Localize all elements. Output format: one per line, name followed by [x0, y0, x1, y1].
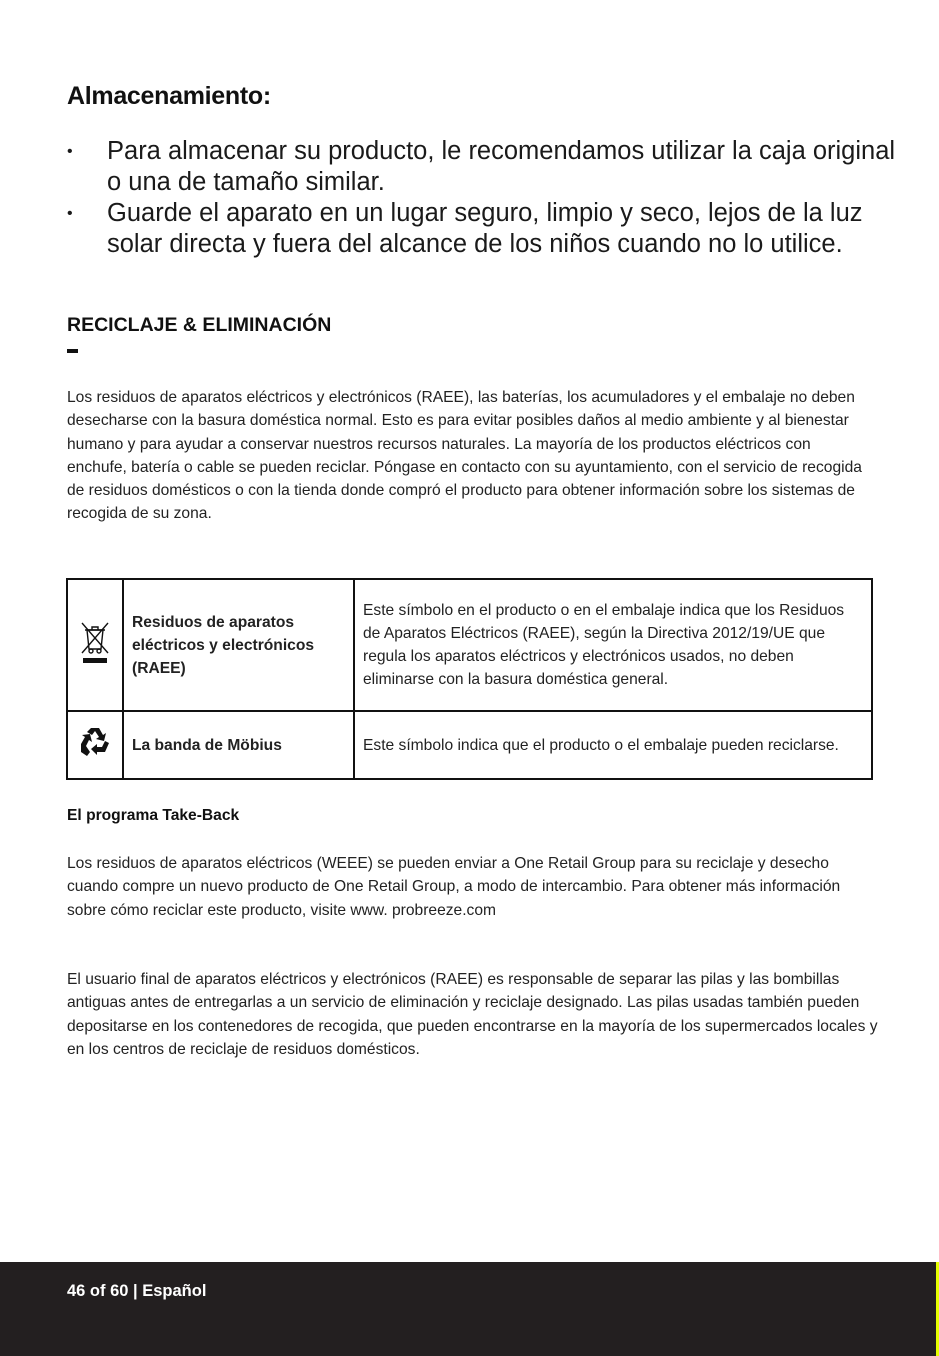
recycling-intro-paragraph: Los residuos de aparatos eléctricos y electrónicos (RAEE), las baterías, los acumuladores y el embalaje no deben desecharse con la basura doméstica normal. Esto es para evitar posibles daños al medio ambiente y al bienestar humano y para ayudar a conservar nuestros recursos naturales. La mayoría de los productos eléctricos con enchufe, batería o cable se pueden reciclar. Póngase en contacto con su ayuntamiento, con el servicio de recogida de residuos domésticos o con la tienda donde compró el producto para obtener información sobre los sistemas de recogida de su zona.: [67, 389, 862, 523]
weee-description: Este símbolo en el producto o en el embalaje indica que los Residuos de Aparatos Eléctricos (RAEE), según la Directiva 2012/19/UE que regula los aparatos eléctricos y electrónicos usados, no deben eliminarse con la basura doméstica general.: [354, 579, 872, 711]
mobius-name: La banda de Möbius: [123, 711, 354, 779]
takeback-heading: El programa Take-Back: [67, 807, 240, 824]
bullet-dot-icon: •: [67, 143, 73, 160]
page-footer: [0, 1262, 939, 1356]
takeback-paragraph: Los residuos de aparatos eléctricos (WEEE) se pueden enviar a One Retail Group para su reciclaje y desecho cuando compre un nuevo producto de One Retail Group, a modo de intercambio. Para obtener más información sobre cómo reciclar este producto, visite www. probreeze.com: [67, 855, 841, 919]
crossed-out-wheelie-bin-icon: [78, 617, 112, 667]
mobius-description: Este símbolo indica que el producto o el embalaje pueden reciclarse.: [354, 711, 872, 779]
recycling-heading: RECICLAJE & ELIMINACIÓN: [67, 314, 332, 336]
storage-bullet-text: Guarde el aparato en un lugar seguro, limpio y seco, lejos de la luz solar directa y fuera del alcance de los niños cuando no lo utilice.: [107, 199, 863, 258]
storage-bullet-list: [67, 136, 897, 260]
mobius-loop-recycle-icon: [77, 726, 113, 758]
weee-name: Residuos de aparatos eléctricos y electrónicos (RAEE): [123, 579, 354, 711]
mobius-icon-cell: [67, 711, 123, 779]
storage-heading: Almacenamiento:: [67, 82, 271, 110]
storage-bullet-text: Para almacenar su producto, le recomendamos utilizar la caja original o una de tamaño similar.: [107, 137, 896, 196]
heading-underline-divider: [67, 349, 78, 353]
table-row: [67, 579, 872, 711]
storage-bullet-item: [67, 136, 897, 198]
symbols-table: [66, 578, 873, 780]
storage-bullet-item: [67, 198, 897, 260]
end-user-paragraph: El usuario final de aparatos eléctricos y electrónicos (RAEE) es responsable de separar las pilas y las bombillas antiguas antes de entregarlas a un servicio de eliminación y reciclaje designado. Las pilas usadas también pueden depositarse en los contenedores de recogida, que pueden encontrarse en la mayoría de los supermercados locales y en los centros de reciclaje de residuos domésticos.: [67, 971, 878, 1058]
page-number-label: 46 of 60 | Español: [67, 1282, 207, 1300]
weee-icon-cell: [67, 579, 123, 711]
table-row: [67, 711, 872, 779]
bullet-dot-icon: •: [67, 205, 73, 222]
